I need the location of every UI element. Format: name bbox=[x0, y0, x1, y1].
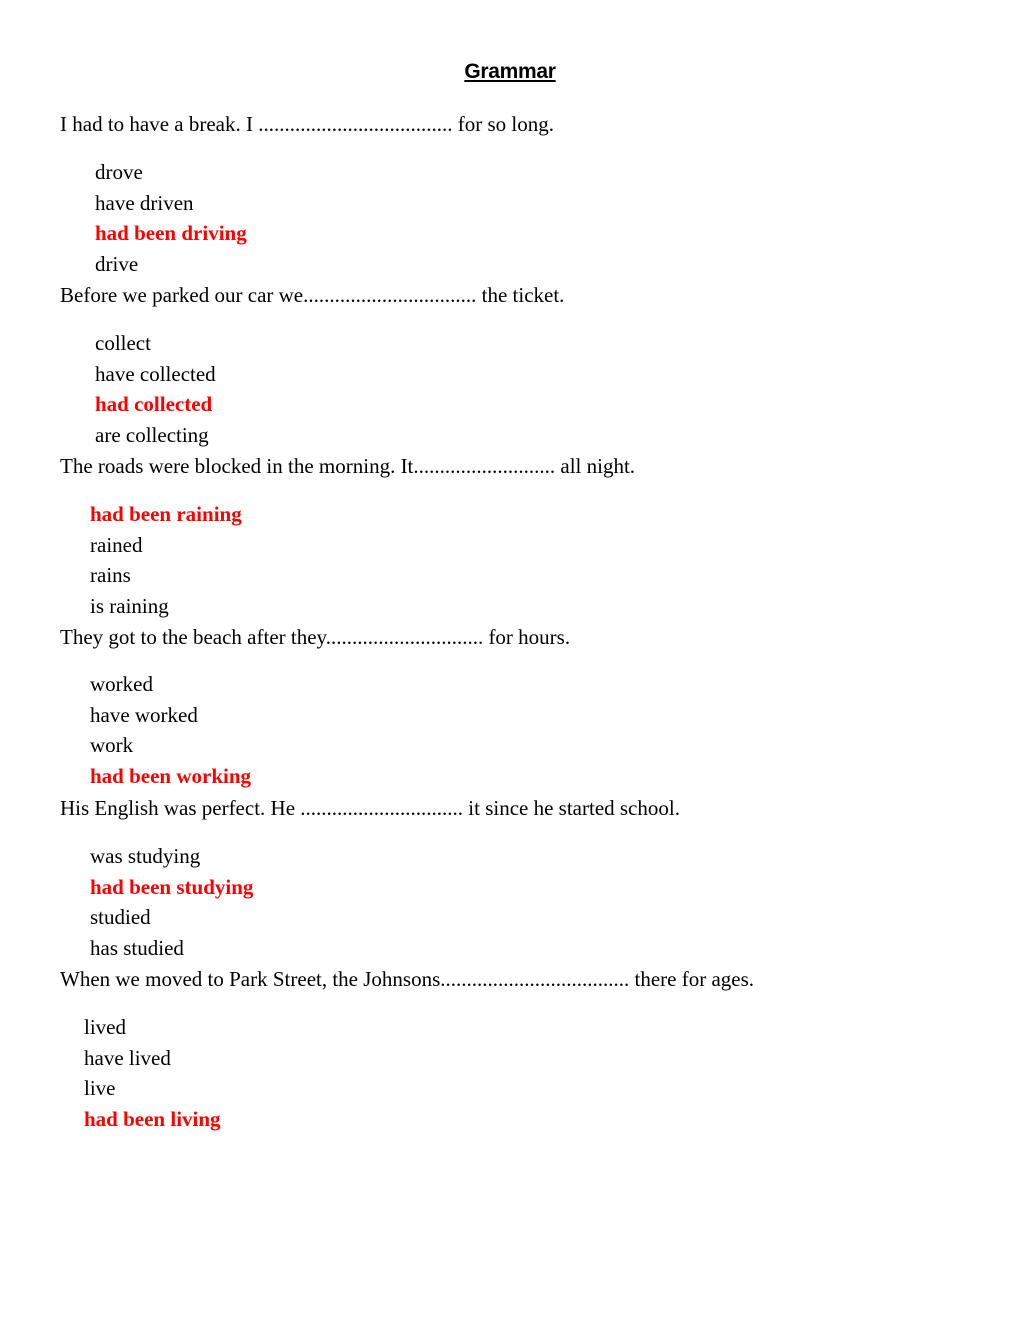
answer-option[interactable]: drive bbox=[95, 251, 139, 276]
answer-options bbox=[90, 671, 251, 793]
answer-option-correct[interactable]: had been studying bbox=[90, 874, 254, 899]
question-prompt: When we moved to Park Street, the Johnsons.................................... there for ages. bbox=[60, 967, 755, 991]
answer-option[interactable]: work bbox=[90, 733, 134, 757]
answer-option-correct[interactable]: had been working bbox=[90, 763, 252, 788]
answer-option[interactable]: have collected bbox=[95, 361, 216, 386]
answer-option-correct[interactable]: had collected bbox=[95, 392, 213, 416]
page-title: Grammar bbox=[464, 60, 556, 83]
question-prompt: I had to have a break. I ..................................... for so long. bbox=[60, 112, 554, 136]
answer-options bbox=[95, 330, 216, 452]
answer-option[interactable]: rained bbox=[90, 532, 143, 557]
question-prompt: The roads were blocked in the morning. It........................... all night. bbox=[60, 454, 636, 478]
answer-option[interactable]: is raining bbox=[90, 593, 169, 618]
answer-option[interactable]: was studying bbox=[90, 844, 201, 868]
answer-option[interactable]: studied bbox=[90, 905, 151, 929]
answer-options bbox=[95, 159, 247, 281]
answer-option[interactable]: have driven bbox=[95, 190, 194, 215]
answer-option-correct[interactable]: had been living bbox=[84, 1106, 221, 1131]
answer-option[interactable]: are collecting bbox=[95, 422, 209, 447]
answer-option[interactable]: live bbox=[84, 1076, 116, 1100]
answer-option[interactable]: collect bbox=[95, 331, 151, 355]
answer-options bbox=[90, 501, 242, 623]
answer-option-correct[interactable]: had been raining bbox=[90, 502, 242, 526]
answer-option[interactable]: worked bbox=[90, 672, 153, 696]
answer-option[interactable]: have lived bbox=[84, 1045, 171, 1070]
question-prompt: They got to the beach after they.............................. for hours. bbox=[60, 625, 571, 649]
question-prompt: His English was perfect. He ............................... it since he started school. bbox=[60, 796, 680, 820]
answer-option[interactable]: lived bbox=[84, 1015, 126, 1039]
answer-options bbox=[90, 843, 253, 965]
answer-option[interactable]: rains bbox=[90, 563, 131, 587]
answer-option-correct[interactable]: had been driving bbox=[95, 221, 247, 245]
answer-option[interactable]: have worked bbox=[90, 702, 198, 727]
question-prompt: Before we parked our car we................................. the ticket. bbox=[60, 283, 565, 307]
answer-options bbox=[84, 1014, 221, 1136]
answer-option[interactable]: drove bbox=[95, 160, 143, 184]
answer-option[interactable]: has studied bbox=[90, 935, 184, 960]
